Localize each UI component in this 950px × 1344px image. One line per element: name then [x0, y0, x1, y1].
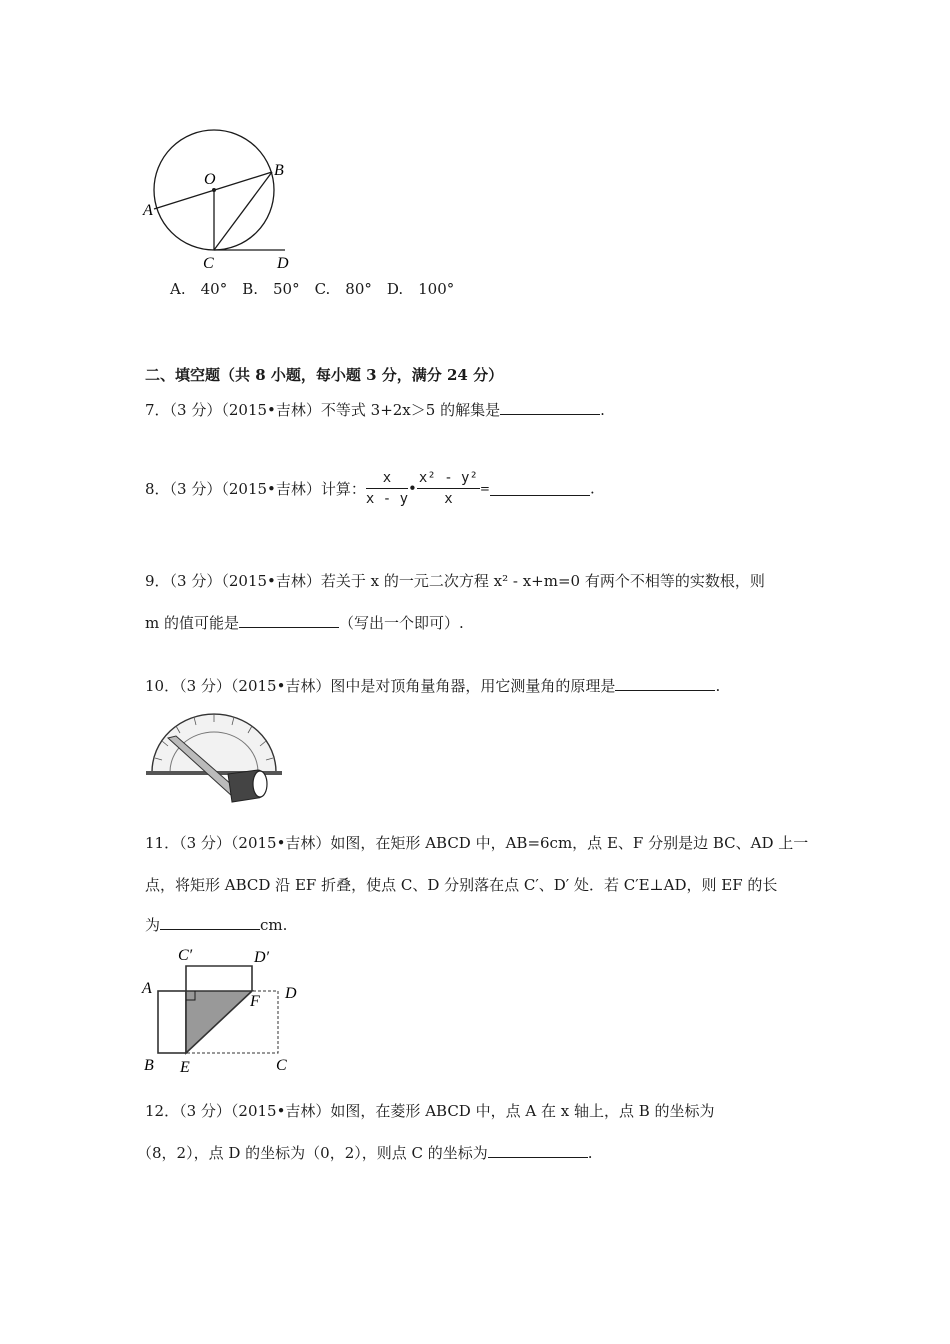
q11-line1: 11．（3 分）（2015•吉林）如图，在矩形 ABCD 中，AB=6cm，点 E、F 分别是边 BC、AD 上一	[145, 834, 809, 852]
chord-cb	[214, 172, 272, 250]
label-d: D	[277, 255, 289, 272]
q12-answer-blank[interactable]	[488, 1143, 588, 1158]
question-12-line2	[137, 1142, 593, 1163]
section-heading: 二、填空题（共 8 小题，每小题 3 分，满分 24 分）	[145, 366, 504, 384]
label-a: A	[142, 980, 152, 997]
q12-suffix: .	[587, 1144, 593, 1162]
label-d-prime: D′	[254, 949, 270, 966]
q11-suffix: cm.	[260, 916, 288, 934]
multiply-dot: •	[408, 479, 417, 498]
label-c: C	[203, 255, 214, 272]
q11-answer-blank[interactable]	[160, 915, 260, 930]
fraction-2	[417, 470, 480, 507]
q9-suffix: （写出一个即可）.	[339, 614, 464, 632]
circle-tangent-figure	[140, 120, 310, 272]
question-8	[145, 470, 595, 507]
label-c: C	[276, 1057, 287, 1074]
pivot-end	[253, 771, 267, 797]
fraction-1	[366, 470, 408, 507]
label-b: B	[144, 1057, 154, 1074]
q7-suffix: .	[600, 401, 605, 419]
fraction-1-numerator: x	[366, 470, 408, 489]
q12-line1: 12．（3 分）（2015•吉林）如图，在菱形 ABCD 中，点 A 在 x 轴上，点 B 的坐标为	[145, 1102, 715, 1120]
equals-sign: =	[479, 481, 490, 496]
question-7	[145, 399, 605, 420]
label-c-prime: C′	[178, 947, 193, 964]
question-11-line3	[145, 914, 287, 935]
label-o: O	[204, 171, 216, 188]
rectangle-abef	[158, 991, 186, 1053]
q9-text: m 的值可能是	[145, 614, 239, 632]
question-10	[145, 675, 720, 696]
q11-line2: 点，将矩形 ABCD 沿 EF 折叠，使点 C、D 分别落在点 C′、D′ 处．若 C′E⊥AD，则 EF 的长	[145, 876, 778, 894]
label-d: D	[285, 985, 297, 1002]
label-a: A	[143, 202, 153, 219]
q6-options: A. 40° B. 50° C. 80° D. 100°	[170, 280, 455, 298]
q9-line1: 9．（3 分）（2015•吉林）若关于 x 的一元二次方程 x² - x+m=0 有两个不相等的实数根，则	[145, 572, 765, 590]
q7-answer-blank[interactable]	[500, 400, 600, 415]
label-f: F	[250, 993, 260, 1010]
fraction-2-numerator: x² - y²	[417, 470, 480, 489]
q8-suffix: .	[589, 479, 595, 498]
label-b: B	[274, 162, 284, 179]
folded-flap	[186, 966, 252, 991]
q7-text: 7．（3 分）（2015•吉林）不等式 3+2x＞5 的解集是	[145, 401, 501, 419]
label-e: E	[180, 1059, 190, 1076]
q10-answer-blank[interactable]	[615, 676, 715, 691]
q10-text: 10．（3 分）（2015•吉林）图中是对顶角量角器，用它测量角的原理是	[145, 677, 616, 695]
protractor-figure	[140, 708, 300, 808]
q10-suffix: .	[715, 677, 721, 695]
q8-answer-blank[interactable]	[490, 481, 590, 496]
fraction-2-denominator: x	[444, 491, 453, 507]
q11-text: 为	[145, 916, 161, 934]
triangle-c-prime-e-f	[186, 991, 252, 1053]
fraction-1-denominator: x - y	[365, 491, 409, 507]
q12-text: （8，2），点 D 的坐标为（0，2），则点 C 的坐标为	[137, 1144, 488, 1162]
folded-rectangle-figure	[140, 942, 310, 1077]
q8-text: 8．（3 分）（2015•吉林）计算：	[145, 480, 366, 498]
q9-answer-blank[interactable]	[239, 613, 339, 628]
question-9-line2	[145, 612, 464, 633]
center-point	[212, 188, 216, 192]
